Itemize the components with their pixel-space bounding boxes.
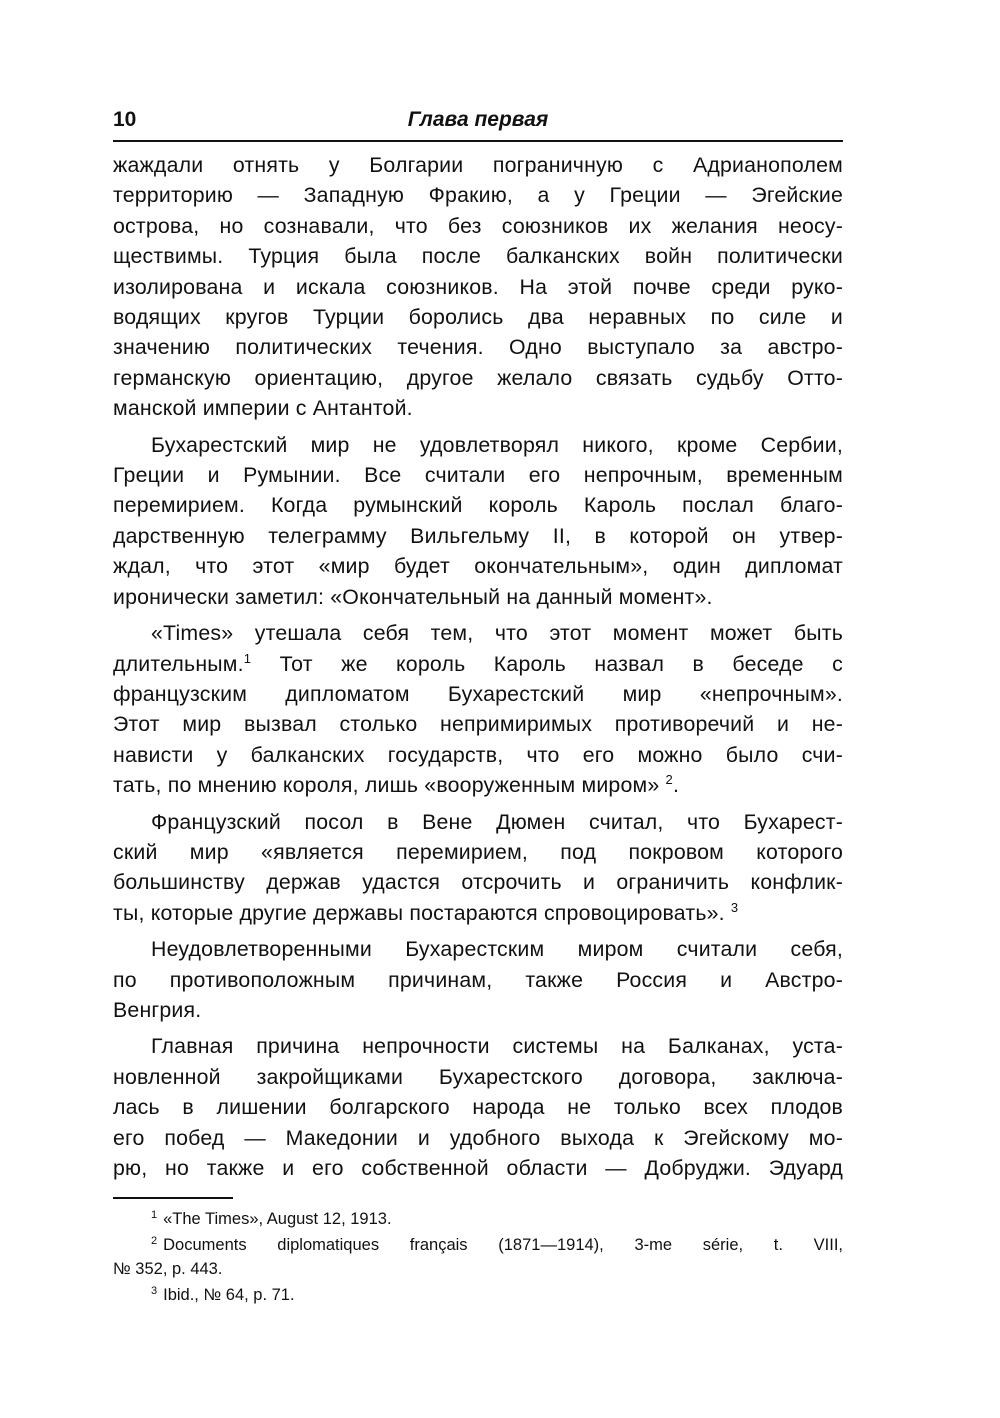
footnote-rule [113, 1197, 233, 1199]
text-line: большинству держав удастся отсрочить и ограничить конфлик- [113, 870, 843, 895]
text-fragment: Тот же король Кароль назвал в беседе с [279, 651, 843, 676]
text-line: территорию — Западную Фракию, а у Греции — Эгейские [113, 183, 843, 208]
paragraph-1 [113, 150, 843, 424]
page-header [113, 108, 843, 140]
text-fragment: ты, которые другие державы постараются спровоцировать». [113, 900, 725, 925]
text-line: манской империи с Антантой. [113, 396, 413, 421]
text-line: Греции и Румынии. Все считали его непрочным, временным [113, 463, 843, 488]
text-line: ский мир «является перемирием, под покровом которого [113, 839, 843, 864]
text-line: ждал, что этот «мир будет окончательным», один дипломат [113, 554, 843, 579]
footnote-mark: 3 [151, 1285, 158, 1298]
text-line: рю, но также и его собственной области — Добруджи. Эдуард [113, 1156, 843, 1180]
header-rule [113, 140, 843, 142]
text-line: новленной закройщиками Бухарестского договора, заключа- [113, 1064, 843, 1089]
text-line: французским дипломатом Бухарестский мир «непрочным». [113, 681, 843, 706]
text-line: перемирием. Когда румынский король Кароль послал благо- [113, 493, 843, 518]
footnote-text: «The Times», August 12, 1913. [163, 1210, 392, 1229]
text-line: Неудовлетворенными Бухарестским миром считали себя, [151, 937, 843, 962]
footnote-text: Ibid., № 64, p. 71. [163, 1286, 295, 1305]
main-text [113, 150, 843, 1183]
footnote-2 [113, 1233, 843, 1281]
footnotes [113, 1207, 843, 1307]
text-line: Венгрия. [113, 997, 202, 1022]
text-line: его побед — Македонии и удобного выхода к Эгейскому мо- [113, 1125, 843, 1150]
text-line: германскую ориентацию, другое желало связать судьбу Отто- [113, 365, 843, 390]
text-line [113, 649, 843, 679]
text-line: изолирована и искала союзников. На этой почве среди руко- [113, 274, 843, 299]
text-line: лась в лишении болгарского народа не только всех плодов [113, 1095, 843, 1120]
footnote-text: Documents diplomatiques français (1871—1914), 3-me série, t. VIII, [163, 1236, 843, 1255]
text-line: Французский посол в Вене Дюмен считал, что Бухарест- [151, 809, 843, 834]
text-fragment: тать, по мнению короля, лишь «вооруженным миром» [113, 773, 660, 798]
text-line: водящих кругов Турции боролись два неравных по силе и [113, 305, 843, 330]
paragraph-5 [113, 934, 843, 1025]
footnote-ref-2[interactable]: 2 [665, 772, 673, 788]
running-head: Глава первая [407, 108, 549, 131]
text-line: по противоположным причинам, также Россия и Австро- [113, 967, 843, 992]
footnote-ref-1[interactable]: 1 [243, 650, 252, 666]
text-line: жаждали отнять у Болгарии пограничную с Адрианополем [113, 153, 843, 177]
text-line [113, 898, 843, 928]
text-line: иронически заметил: «Окончательный на данный момент». [113, 584, 713, 609]
footnote-mark: 1 [151, 1209, 158, 1222]
text-line: ществимы. Турция была после балканских войн политически [113, 244, 843, 269]
footnote-ref-3[interactable]: 3 [730, 899, 739, 915]
footnote-line [113, 1233, 843, 1257]
text-fragment: длительным. [113, 651, 244, 676]
text-line: дарственную телеграмму Вильгельму II, в которой он утвер- [113, 523, 843, 548]
text-line: острова, но сознавали, что без союзников их желания неосу- [113, 213, 843, 238]
footnote-mark: 2 [151, 1235, 158, 1248]
text-line: значению политических течения. Одно выступало за австро- [113, 335, 843, 360]
page-number: 10 [113, 108, 137, 131]
footnote-line [113, 1207, 843, 1231]
footnote-3 [113, 1283, 843, 1307]
text-line: тать, по мнению короля, лишь «вооруженным миром» $^2$. [113, 772, 680, 798]
footnote-line [113, 1283, 843, 1307]
paragraph-2 [113, 430, 843, 612]
paragraph-4 [113, 807, 843, 929]
paragraph-6 [113, 1031, 843, 1183]
page-content [113, 108, 843, 1309]
text-line: нависти у балканских государств, что его можно было счи- [113, 742, 843, 767]
text-line: «Times» утешала себя тем, что этот момент может быть [151, 621, 843, 646]
footnote-1 [113, 1207, 843, 1231]
text-line: Бухарестский мир не удовлетворял никого, кроме Сербии, [151, 432, 843, 457]
text-line: Этот мир вызвал столько непримиримых противоречий и не- [113, 712, 843, 737]
text-line: Главная причина непрочности системы на Балканах, уста- [151, 1034, 843, 1059]
paragraph-3 [113, 618, 843, 800]
footnote-line: № 352, p. 443. [113, 1260, 223, 1279]
